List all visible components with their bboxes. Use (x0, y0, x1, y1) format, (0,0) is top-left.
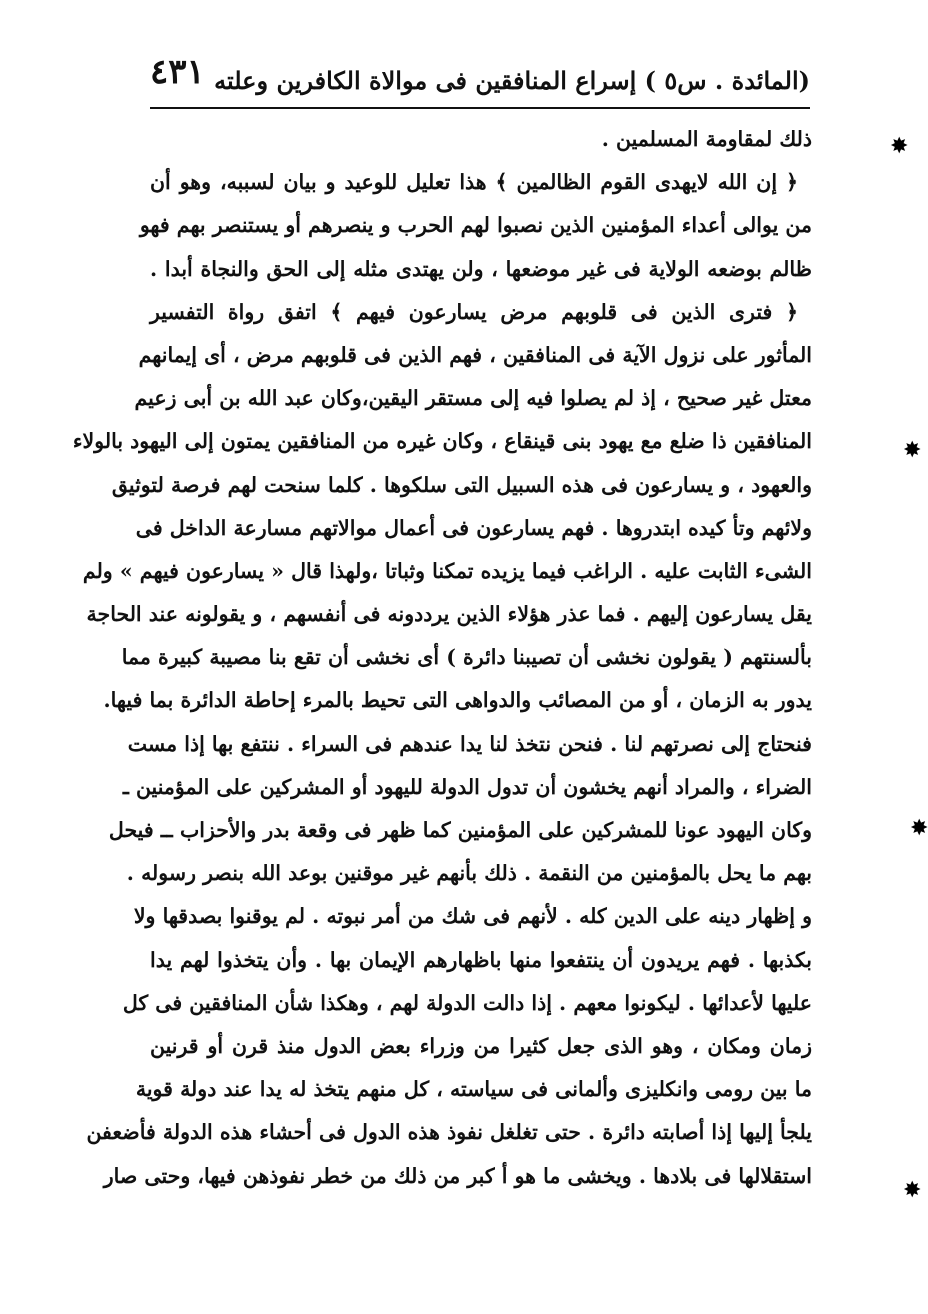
running-header (150, 52, 810, 102)
body-text (72, 118, 812, 1198)
text-line: الضراء ، والمراد أنهم يخشون أن تدول الدولة لليهود أو المشركين على المؤمنين ـ (122, 774, 812, 799)
text-line: بألسنتهم ( يقولون نخشى أن تصيبنا دائرة ) أى نخشى أن تقع بنا مصيبة كبيرة مما (121, 645, 812, 670)
header-title: (المائدة . س٥ ) إسراع المنافقين فى موالاة الكافرين وعلته (214, 65, 810, 95)
text-line: ظالم بوضعه الولاية فى غير موضعها ، ولن يهتدى مثله إلى الحق والنجاة أبدا . (150, 256, 812, 281)
text-line: ﴿ فترى الذين فى قلوبهم مرض يسارعون فيهم ﴾ اتفق رواة التفسير (150, 299, 798, 324)
margin-star-icon: ✸ (903, 1178, 922, 1203)
text-line: ذلك لمقاومة المسلمين . (601, 127, 812, 151)
text-line: يدور به الزمان ، أو من المصائب والدواهى التى تحيط بالمرء إحاطة الدائرة بما فيها. (103, 688, 812, 713)
text-line: استقلالها فى بلادها . ويخشى ما هو أ كبر من ذلك من خطر نفوذهن فيها، وحتى صار (103, 1163, 812, 1188)
margin-star-icon: ✸ (890, 134, 909, 159)
text-line: والعهود ، و يسارعون فى هذه السبيل التى سلكوها . كلما سنحت لهم فرصة لتوثيق (111, 472, 812, 497)
text-line: يقل يسارعون إليهم . فما عذر هؤلاء الذين يرددونه فى أنفسهم ، و يقولونه عند الحاجة (86, 602, 812, 627)
text-line: عليها لأعدائها . ليكونوا معهم . إذا دالت الدولة لهم ، وهكذا شأن المنافقين فى كل (122, 990, 812, 1015)
text-line: بهم ما يحل بالمؤمنين من النقمة . ذلك بأنهم غير موقنين بوعد الله بنصر رسوله . (126, 861, 812, 886)
page-number: ٤٣١ (150, 52, 205, 92)
text-line: زمان ومكان ، وهو الذى جعل كثيرا من وزراء بعض الدول منذ قرن أو قرنين (150, 1033, 812, 1058)
text-line: و إظهار دينه على الدين كله . لأنهم فى شك من أمر نبوته . لم يوقنوا بصدقها ولا (133, 904, 812, 929)
text-line: ولائهم وتأ كيده ابتدروها . فهم يسارعون فى أعمال موالاتهم مسارعة الداخل فى (135, 515, 812, 540)
text-line: فنحتاج إلى نصرتهم لنا . فنحن نتخذ لنا يدا عندهم فى السراء . ننتفع بها إذا مست (127, 731, 812, 756)
margin-star-icon: ✸ (910, 816, 928, 841)
text-line: المنافقين ذا ضلع مع يهود بنى قينقاع ، وكان غيره من المنافقين يمتون إلى اليهود بالولاء (72, 429, 812, 454)
text-line: المأثور على نزول الآية فى المنافقين ، فهم الذين فى قلوبهم مرض ، أى إيمانهم (138, 342, 812, 367)
text-line: يلجأ إليها إذا أصابته دائرة . حتى تغلغل نفوذ هذه الدول فى أحشاء هذه الدولة فأضعفن (86, 1120, 812, 1145)
margin-star-icon: ✸ (903, 438, 922, 463)
text-line: ما بين رومى وانكليزى وألمانى فى سياسته ، كل منهم يتخذ له يدا عند دولة قوية (135, 1077, 812, 1102)
text-line: ﴿ إن الله لايهدى القوم الظالمين ﴾ هذا تعليل للوعيد و بيان لسببه، وهو أن (150, 170, 798, 195)
text-line: بكذبها . فهم يريدون أن ينتفعوا منها باظهارهم الإيمان بها . وأن يتخذوا لهم يدا (150, 947, 812, 972)
text-line: من يوالى أعداء المؤمنين الذين نصبوا لهم الحرب و ينصرهم أو يستنصر بهم فهو (139, 213, 812, 238)
text-line: الشىء الثابت عليه . الراغب فيما يزيده تمكنا وثباتا ،ولهذا قال « يسارعون فيهم » ولم (82, 558, 812, 583)
text-line: معتل غير صحيح ، إذ لم يصلوا فيه إلى مستقر اليقين،وكان عبد الله بن أبى زعيم (134, 386, 812, 411)
header-rule (150, 107, 810, 109)
text-line: وكان اليهود عونا للمشركين على المؤمنين كما ظهر فى وقعة بدر والأحزاب ــ فيحل (108, 818, 812, 842)
